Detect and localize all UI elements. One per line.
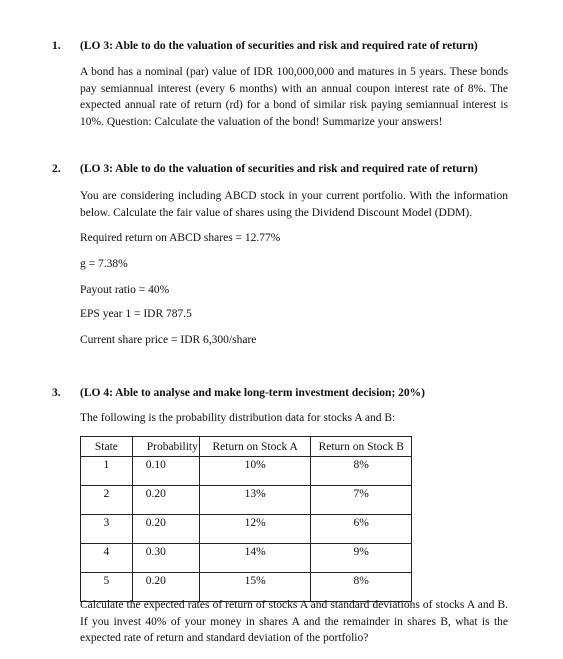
cell-probability: 0.20 — [132, 573, 199, 602]
question-3-heading: (LO 4: Able to analyse and make long-term investment decision; 20%) — [80, 387, 425, 399]
table-row — [81, 544, 412, 573]
cell-state: 3 — [81, 515, 133, 544]
cell-return-a: 10% — [199, 457, 311, 486]
cell-return-b: 7% — [311, 486, 412, 515]
cell-probability: 0.30 — [132, 544, 199, 573]
table-header-row — [81, 437, 412, 457]
header-return-a: Return on Stock A — [199, 437, 311, 457]
question-1-heading: (LO 3: Able to do the valuation of securities and risk and required rate of return) — [80, 40, 478, 52]
header-probability: Probability — [132, 437, 199, 457]
question-3-number: 3. — [52, 387, 61, 399]
cell-return-a: 13% — [199, 486, 311, 515]
given-required-return: Required return on ABCD shares = 12.77% — [80, 232, 281, 244]
cell-return-b: 9% — [311, 544, 412, 573]
given-eps: EPS year 1 = IDR 787.5 — [80, 308, 192, 320]
header-return-b: Return on Stock B — [311, 437, 412, 457]
given-share-price: Current share price = IDR 6,300/share — [80, 334, 257, 346]
cell-return-a: 14% — [199, 544, 311, 573]
cell-return-b: 8% — [311, 573, 412, 602]
cell-return-b: 6% — [311, 515, 412, 544]
cell-probability: 0.10 — [132, 457, 199, 486]
question-1-body: A bond has a nominal (par) value of IDR 100,000,000 and matures in 5 years. These bonds pay semiannual interest (every 6 months) with an annual coupon interest rate of 8%. The expected annual rate of return (rd) for a bond of similar risk paying semiannual interest is 10%. Question: Calculate the valuation of the bond! Summarize your answers! — [80, 66, 508, 128]
question-3-intro: The following is the probability distribution data for stocks A and B: — [80, 412, 396, 424]
question-2-number: 2. — [52, 163, 61, 175]
cell-probability: 0.20 — [132, 486, 199, 515]
question-2-body: You are considering including ABCD stock in your current portfolio. With the information below. Calculate the fair value of shares using the Dividend Discount Model (DDM). — [80, 190, 508, 219]
given-growth-rate: g = 7.38% — [80, 258, 128, 270]
table-row — [81, 515, 412, 544]
probability-distribution-table — [80, 436, 412, 602]
question-1-number: 1. — [52, 40, 61, 52]
cell-return-a: 12% — [199, 515, 311, 544]
cell-state: 1 — [81, 457, 133, 486]
cell-return-b: 8% — [311, 457, 412, 486]
header-state: State — [81, 437, 133, 457]
table-row — [81, 486, 412, 515]
question-3-task: Calculate the expected rates of return of stocks A and standard deviations of stocks A and B. If you invest 40% of your money in shares A and the remainder in shares B, what is the expected rate of return and standard deviation of the portfolio? — [80, 599, 508, 644]
cell-probability: 0.20 — [132, 515, 199, 544]
question-2-heading: (LO 3: Able to do the valuation of securities and risk and required rate of return) — [80, 163, 478, 175]
cell-state: 2 — [81, 486, 133, 515]
table-row — [81, 457, 412, 486]
cell-return-a: 15% — [199, 573, 311, 602]
cell-state: 5 — [81, 573, 133, 602]
cell-state: 4 — [81, 544, 133, 573]
given-payout-ratio: Payout ratio = 40% — [80, 284, 170, 296]
